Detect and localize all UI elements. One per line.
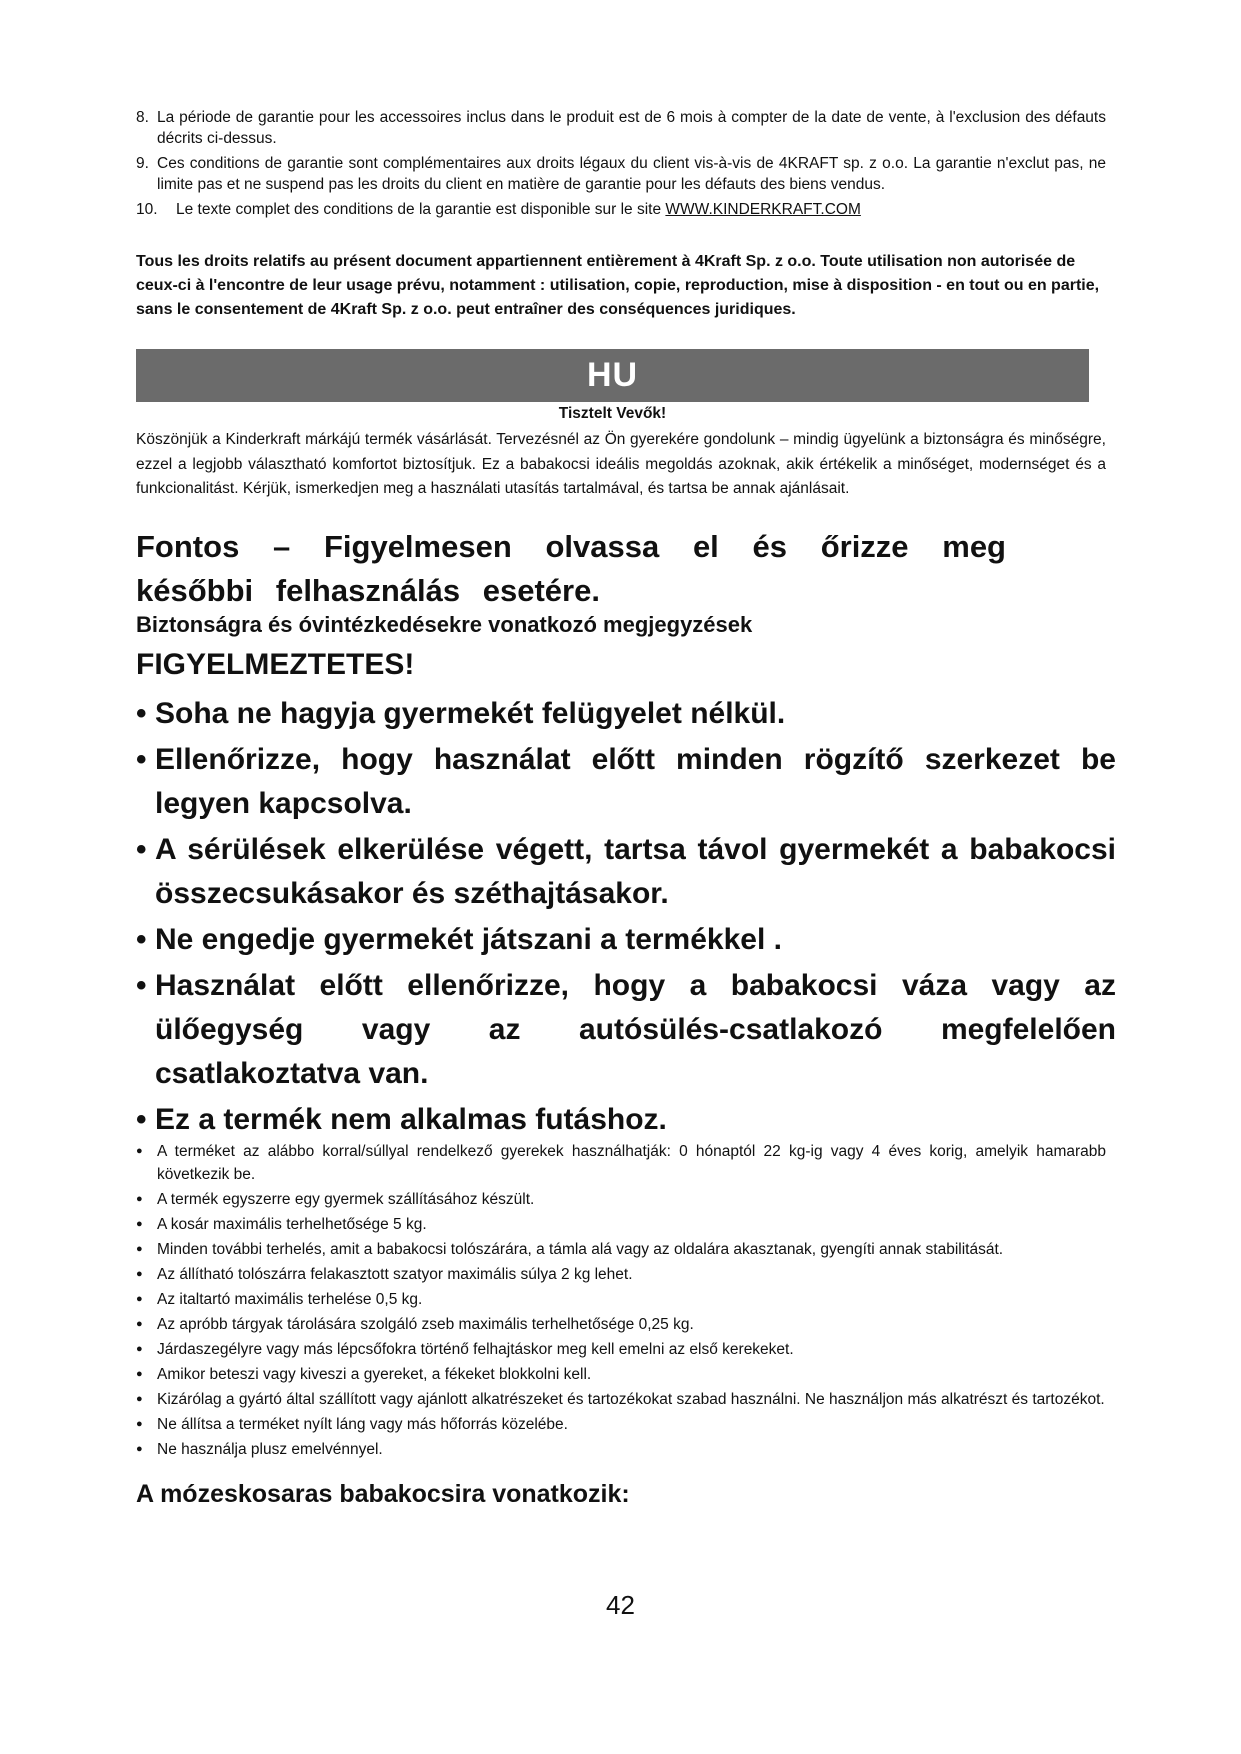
note-text: Kizárólag a gyártó által szállított vagy ajánlott alkatrészeket és tartozékokat szabad használni. Ne használjon más alkatrészt és tartozékot. bbox=[157, 1391, 1105, 1408]
warning-title: FIGYELMEZTETES! bbox=[136, 648, 415, 681]
warning-item bbox=[136, 692, 1116, 736]
carrycot-heading: A mózeskosaras babakocsira vonatkozik: bbox=[136, 1480, 630, 1508]
note-text: Ne állítsa a terméket nyílt láng vagy más hőforrás közelébe. bbox=[157, 1416, 568, 1433]
bullet-icon: ● bbox=[136, 1293, 143, 1305]
note-text: A terméket az alábbo korral/súllyal rendelkező gyerekek használhatják: 0 hónaptól 22 kg-ig vagy 4 éves korig, amelyik hamarabb következik be. bbox=[157, 1143, 1106, 1183]
bullet-icon: • bbox=[136, 743, 147, 776]
language-code: HU bbox=[586, 356, 639, 394]
important-heading: Fontos – Figyelmesen olvassa el és őrizze meg későbbi felhasználás esetére. bbox=[136, 529, 1006, 608]
safety-heading: Biztonságra és óvintézkedésekre vonatkozó megjegyzések bbox=[136, 612, 753, 637]
note-item bbox=[136, 1213, 1106, 1236]
list-item bbox=[136, 199, 1106, 220]
note-item bbox=[136, 1388, 1106, 1411]
bullet-icon: ● bbox=[136, 1368, 143, 1380]
note-text: Minden további terhelés, amit a babakocsi tolószárára, a támla alá vagy az oldalára akasztanak, gyengíti annak stabilitását. bbox=[157, 1241, 1004, 1258]
intro-paragraph: Köszönjük a Kinderkraft márkájú termék vásárlását. Tervezésnél az Ön gyerekére gondolunk – mindig ügyelünk a biztonságra és minőségre, ezzel a legjobb választható komfortot biztosítjuk. Ez a babakocsi ideális megoldás azoknak, akik értékelik a minőséget, modernséget és a funkcionalitást. Kérjük, ismerkedjen meg a használati utasítás tartalmával, és tartsa be annak ajánlásait. bbox=[136, 431, 1106, 497]
french-warranty-list bbox=[136, 107, 1106, 224]
item-number: 9. bbox=[136, 155, 149, 172]
note-text: A termék egyszerre egy gyermek szállításához készült. bbox=[157, 1191, 535, 1208]
warning-text: Ellenőrizze, hogy használat előtt minden rögzítő szerkezet be legyen kapcsolva. bbox=[155, 743, 1116, 820]
warning-item bbox=[136, 1098, 1116, 1142]
note-text: Ne használja plusz emelvénnyel. bbox=[157, 1441, 383, 1458]
list-item bbox=[136, 107, 1106, 149]
bullet-icon: ● bbox=[136, 1418, 143, 1430]
warning-item bbox=[136, 918, 1116, 962]
note-item bbox=[136, 1263, 1106, 1286]
bullet-icon: ● bbox=[136, 1268, 143, 1280]
bullet-icon: ● bbox=[136, 1343, 143, 1355]
bullet-icon: ● bbox=[136, 1443, 143, 1455]
bullet-icon: ● bbox=[136, 1218, 143, 1230]
note-item bbox=[136, 1188, 1106, 1211]
bullet-icon: ● bbox=[136, 1393, 143, 1405]
note-item bbox=[136, 1313, 1106, 1336]
website-link[interactable]: WWW.KINDERKRAFT.COM bbox=[665, 201, 861, 218]
item-text: La période de garantie pour les accessoires inclus dans le produit est de 6 mois à compter de la date de vente, à l'exclusion des défauts décrits ci-dessus. bbox=[157, 109, 1106, 147]
bullet-icon: • bbox=[136, 969, 147, 1002]
item-text bbox=[176, 199, 861, 220]
page-number: 42 bbox=[606, 1590, 635, 1620]
list-item bbox=[136, 153, 1106, 195]
note-text: Amikor beteszi vagy kiveszi a gyereket, a fékeket blokkolni kell. bbox=[157, 1366, 592, 1383]
bullet-icon: ● bbox=[136, 1145, 143, 1157]
bullet-icon: • bbox=[136, 1103, 147, 1136]
note-text: Járdaszegélyre vagy más lépcsőfokra történő felhajtáskor meg kell emelni az első kerekeket. bbox=[157, 1341, 794, 1358]
warning-text: Soha ne hagyja gyermekét felügyelet nélkül. bbox=[155, 697, 786, 730]
bullet-icon: ● bbox=[136, 1318, 143, 1330]
note-text: Az apróbb tárgyak tárolására szolgáló zseb maximális terhelhetősége 0,25 kg. bbox=[157, 1316, 694, 1333]
note-item bbox=[136, 1288, 1106, 1311]
warning-text: Használat előtt ellenőrizze, hogy a babakocsi váza vagy az ülőegység vagy az autósülés-csatlakozó megfelelően csatlakoztatva van. bbox=[155, 969, 1116, 1090]
bullet-icon: • bbox=[136, 697, 147, 730]
bullet-icon: • bbox=[136, 833, 147, 866]
note-item bbox=[136, 1413, 1106, 1436]
note-text: Az italtartó maximális terhelése 0,5 kg. bbox=[157, 1291, 423, 1308]
greeting: Tisztelt Vevők! bbox=[558, 405, 667, 422]
warning-text: Ez a termék nem alkalmas futáshoz. bbox=[155, 1103, 667, 1136]
note-item bbox=[136, 1238, 1106, 1261]
note-item bbox=[136, 1338, 1106, 1361]
warning-text: A sérülések elkerülése végett, tartsa távol gyermekét a babakocsi összecsukásakor és széthajtásakor. bbox=[155, 833, 1116, 910]
language-section-header bbox=[136, 349, 1089, 402]
note-item bbox=[136, 1140, 1106, 1186]
note-item bbox=[136, 1363, 1106, 1386]
warning-item bbox=[136, 828, 1116, 916]
rights-notice: Tous les droits relatifs au présent document appartiennent entièrement à 4Kraft Sp. z o.o. Toute utilisation non autorisée de ceux-ci à l'encontre de leur usage prévu, notamment : utilisation, copie, reproduction, mise à disposition - en tout ou en partie, sans le consentement de 4Kraft Sp. z o.o. peut entraîner des conséquences juridiques. bbox=[136, 253, 1100, 318]
item-number: 10. bbox=[136, 201, 158, 218]
usage-notes-list bbox=[136, 1140, 1106, 1463]
warning-item bbox=[136, 964, 1116, 1096]
item-text: Ces conditions de garantie sont complémentaires aux droits légaux du client vis-à-vis de 4KRAFT sp. z o.o. La garantie n'exclut pas, ne limite pas et ne suspend pas les droits du client en matière de garantie pour les défauts des biens vendus. bbox=[157, 155, 1106, 193]
item-text-body: Le texte complet des conditions de la garantie est disponible sur le site bbox=[176, 201, 666, 218]
note-text: A kosár maximális terhelhetősége 5 kg. bbox=[157, 1216, 427, 1233]
bullet-icon: • bbox=[136, 923, 147, 956]
item-number: 8. bbox=[136, 109, 149, 126]
bullet-icon: ● bbox=[136, 1243, 143, 1255]
bullet-icon: ● bbox=[136, 1193, 143, 1205]
note-item bbox=[136, 1438, 1106, 1461]
warning-list bbox=[136, 692, 1116, 1144]
warning-text: Ne engedje gyermekét játszani a termékkel . bbox=[155, 923, 782, 956]
warning-item bbox=[136, 738, 1116, 826]
note-text: Az állítható tolószárra felakasztott szatyor maximális súlya 2 kg lehet. bbox=[157, 1266, 633, 1283]
